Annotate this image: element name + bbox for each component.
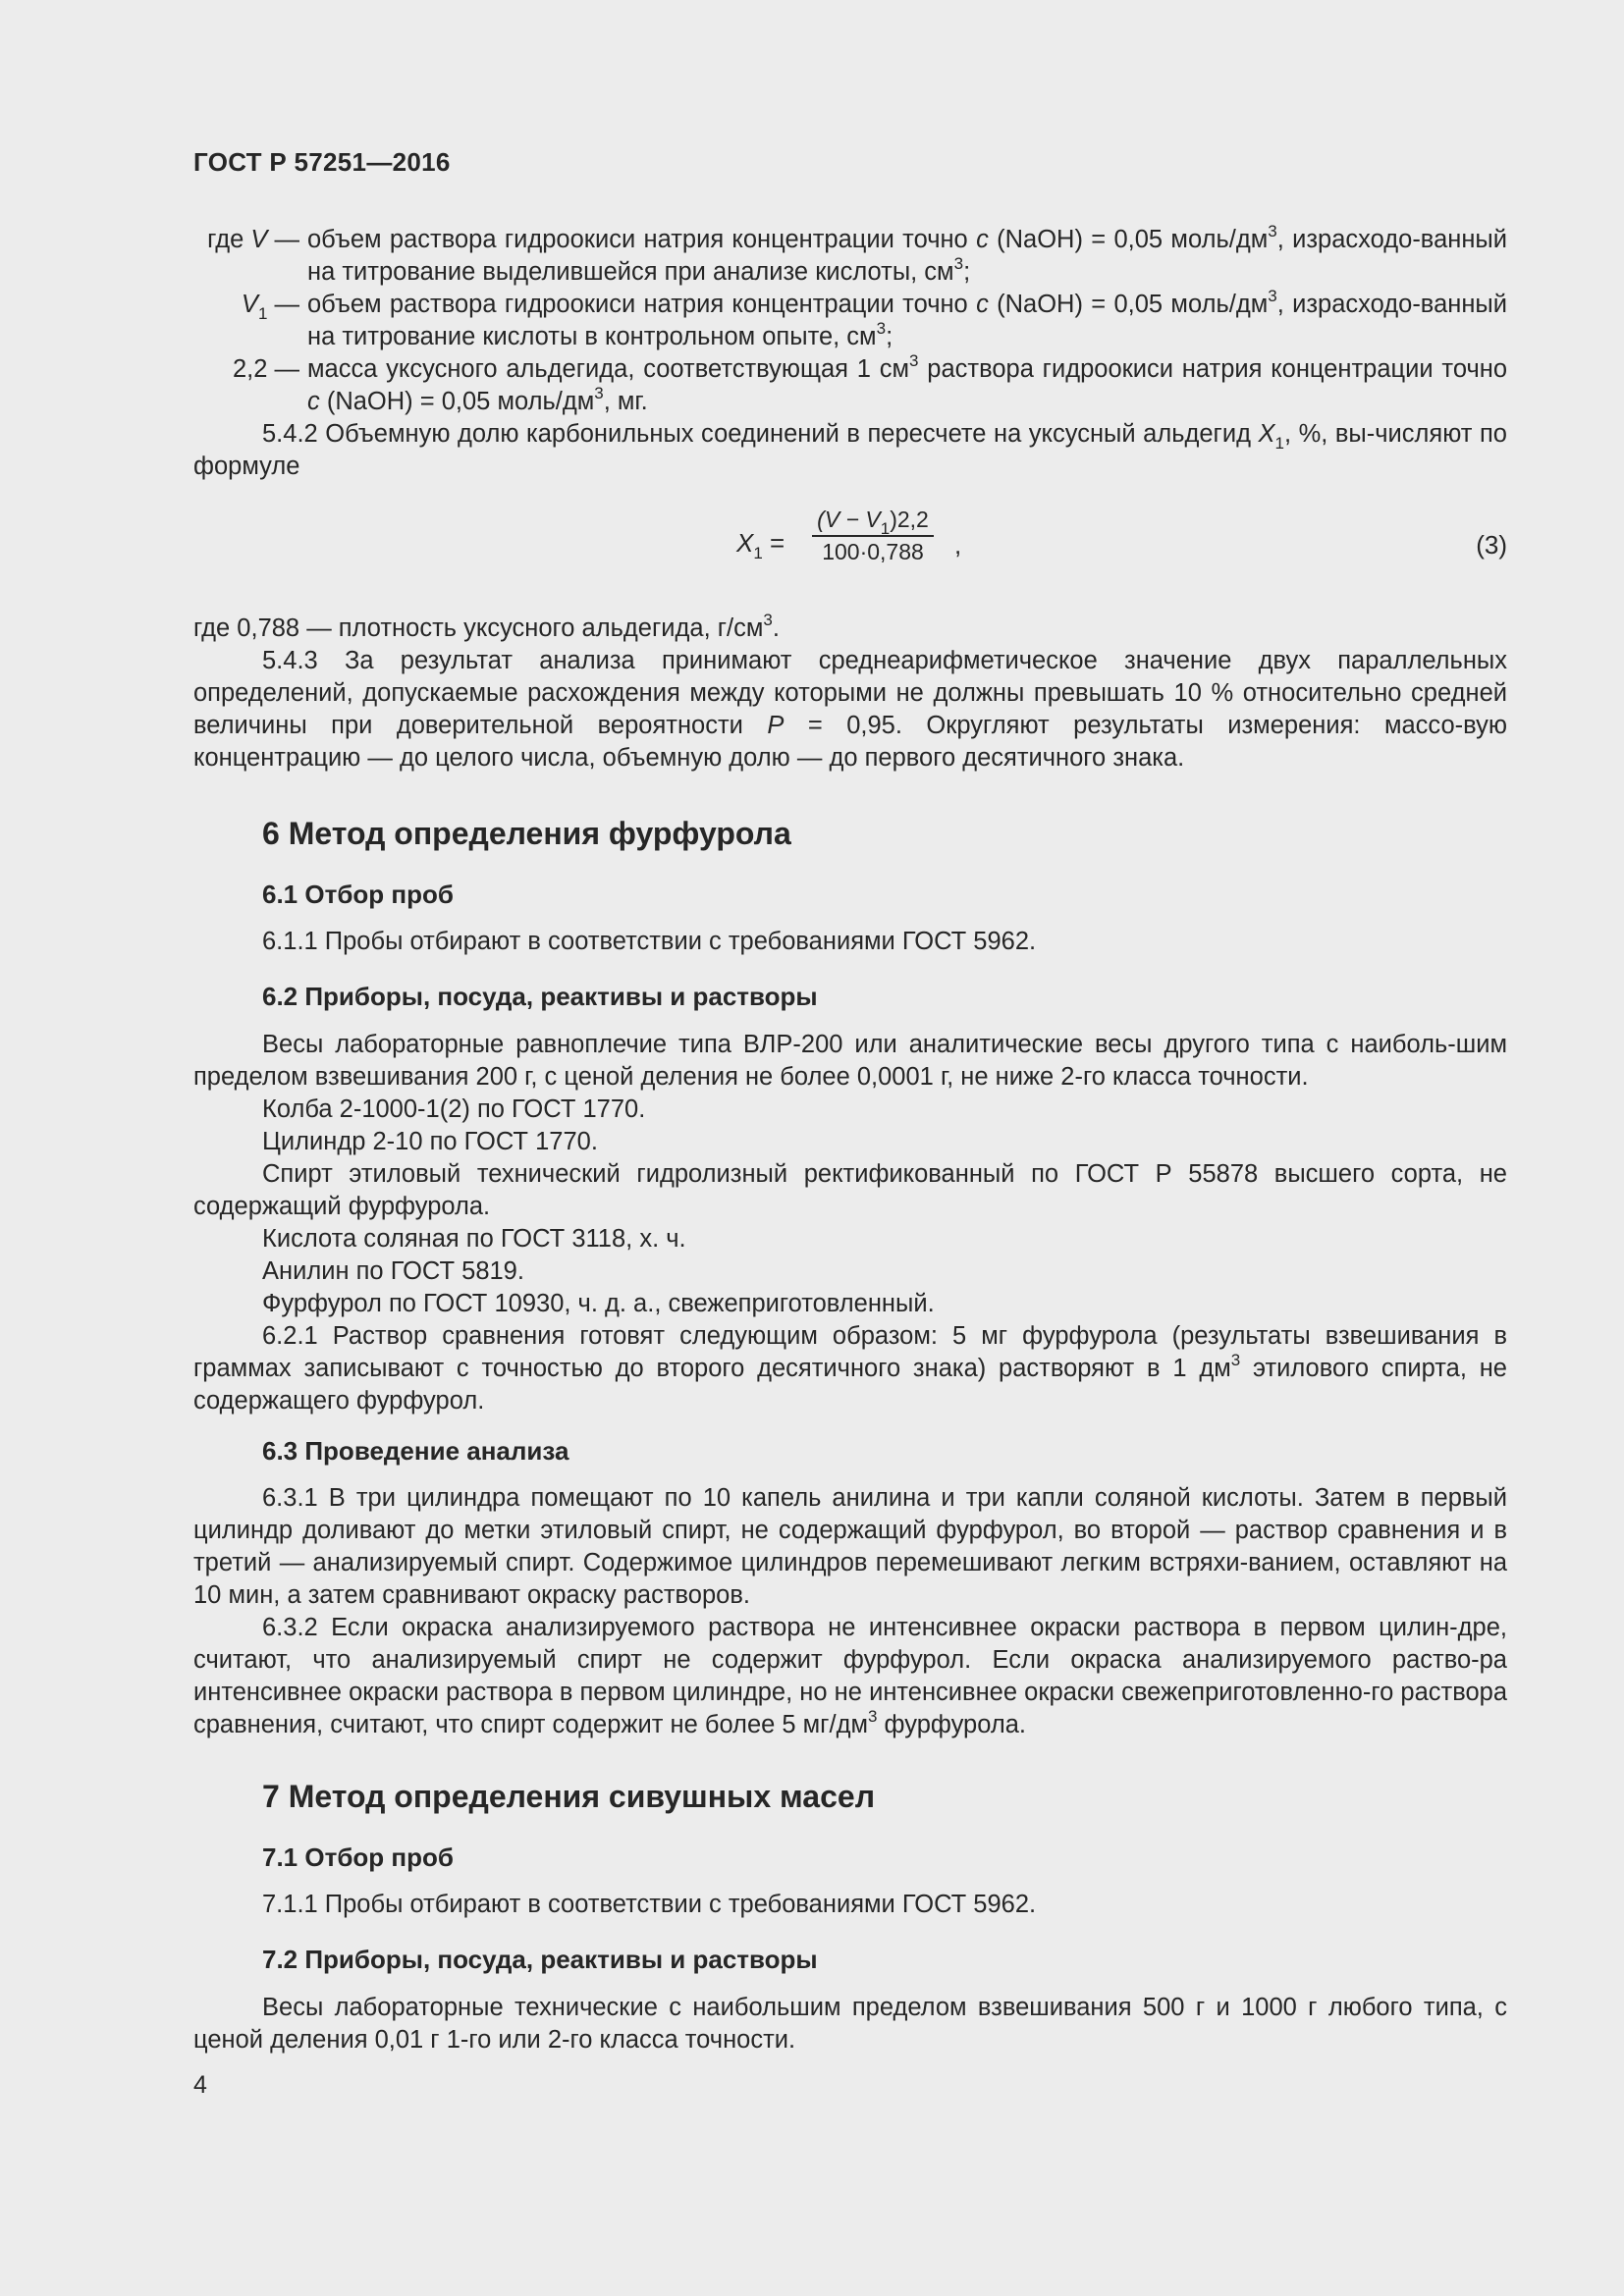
equipment-item: Кислота соляная по ГОСТ 3118, х. ч. xyxy=(262,1225,686,1253)
section-6-2-title: 6.2 Приборы, посуда, реактивы и растворы xyxy=(262,982,818,1011)
paragraph-5-4-2: 5.4.2 Объемную долю карбонильных соединений в пересчете на уксусный альдегид $X_1$, %, вы-числяют по формуле xyxy=(193,420,1507,480)
paragraph-6-2-1: 6.2.1 Раствор сравнения готовят следующим образом: 5 мг фурфурола (результаты взвешивания в граммах записывают с точностью до второго десятичного знака) растворяют в 1 $дм^3$ этилового спирта, не содержащего фурфурол. xyxy=(193,1322,1507,1415)
paragraph-7-1-1: 7.1.1 Пробы отбирают в соответствии с требованиями ГОСТ 5962. xyxy=(262,1891,1037,1918)
legend-row-v1: $V_1$ — объем раствора гидроокиси натрия концентрации точно с (NaOH) = 0,05 моль/$дм^3$, израсходо-ванный на титрование кислоты в контрольном опыте, $см^3$; xyxy=(241,287,1507,350)
text-block-after-formula xyxy=(193,613,1507,774)
section-7-2-title: 7.2 Приборы, посуда, реактивы и растворы xyxy=(262,1945,818,1974)
equipment-item: Весы лабораторные технические с наибольшим пределом взвешивания 500 г и 1000 г любого типа, с ценой деления 0,01 г 1-го или 2-го класса точности. xyxy=(193,1994,1507,2054)
page-number: 4 xyxy=(193,2071,207,2099)
equipment-list-7-2 xyxy=(193,1992,1507,2056)
legend-row-22: 2,2 — масса уксусного альдегида, соответствующая 1 $см^3$ раствора гидроокиси натрия концентрации точно с (NaOH) = 0,05 моль/$дм^3$, мг. xyxy=(232,351,1507,415)
paragraph-6-3-1: 6.3.1 В три цилиндра помещают по 10 капель анилина и три капли соляной кислоты. Затем в первый цилиндр доливают до метки этиловый спирт, не содержащий фурфурол, во второй — раствор сравнения и в третий — анализируемый спирт. Содержимое цилиндров перемешивают легким встряхи-ванием, оставляют на 10 мин, а затем сравнивают окраску растворов. xyxy=(193,1484,1507,1609)
legend-density: где 0,788 — плотность уксусного альдегида, $г/см^3$. xyxy=(193,611,780,642)
equipment-item: Колба 2-1000-1(2) по ГОСТ 1770. xyxy=(262,1095,646,1123)
equipment-item: Спирт этиловый технический гидролизный ректификованный по ГОСТ Р 55878 высшего сорта, не содержащий фурфурола. xyxy=(193,1160,1507,1220)
formula-number: (3) xyxy=(1476,530,1507,560)
equipment-list-6-2 xyxy=(193,1029,1507,1417)
section-6-title: 6 Метод определения фурфурола xyxy=(262,816,791,851)
formula-comma: , xyxy=(954,530,962,560)
section-6-3-title: 6.3 Проведение анализа xyxy=(262,1436,569,1466)
equipment-item: Весы лабораторные равноплечие типа ВЛР-200 или аналитические весы другого типа с наиболь-шим пределом взвешивания 200 г, с ценой деления не более 0,0001 г, не ниже 2-го класса точности. xyxy=(193,1031,1507,1091)
formula-3 xyxy=(193,499,1507,577)
equipment-item: Анилин по ГОСТ 5819. xyxy=(262,1257,524,1285)
formula-numerator: $(V - V_1)2,2$ xyxy=(812,507,934,537)
equipment-item: Цилиндр 2-10 по ГОСТ 1770. xyxy=(262,1128,598,1155)
formula-fraction xyxy=(812,507,934,565)
legend-block-1 xyxy=(193,224,1507,483)
section-7-title: 7 Метод определения сивушных масел xyxy=(262,1779,876,1814)
analysis-block-6-3 xyxy=(193,1482,1507,1741)
legend-row-v: где V — объем раствора гидроокиси натрия концентрации точно с (NaOH) = 0,05 моль/$дм^3$, израсходо-ванный на титрование выделившейся при анализе кислоты, $см^3$; xyxy=(207,222,1507,286)
formula-lhs: $X_1$ = xyxy=(736,528,785,562)
formula-denominator: 100·0,788 xyxy=(822,539,924,564)
paragraph-6-1-1: 6.1.1 Пробы отбирают в соответствии с требованиями ГОСТ 5962. xyxy=(262,928,1037,955)
section-6-1-title: 6.1 Отбор проб xyxy=(262,880,454,909)
section-7-1-title: 7.1 Отбор проб xyxy=(262,1842,454,1872)
paragraph-5-4-3: 5.4.3 За результат анализа принимают среднеарифметическое значение двух параллельных определений, допускаемые расхождения между которыми не должны превышать 10 % относительно средней величины при доверительной вероятности P = 0,95. Округляют результаты измерения: массо-вую концентрацию — до целого числа, объемную долю — до первого десятичного знака. xyxy=(193,647,1507,772)
equipment-item: Фурфурол по ГОСТ 10930, ч. д. а., свежеприготовленный. xyxy=(262,1290,935,1317)
standard-code-header: ГОСТ Р 57251—2016 xyxy=(193,147,451,177)
paragraph-6-3-2: 6.3.2 Если окраска анализируемого раствора не интенсивнее окраски раствора в первом цилин-дре, считают, что анализируемый спирт не содержит фурфурол. Если окраска анализируемого раство-ра интенсивнее окраски раствора в первом цилиндре, но не интенсивнее окраски свежеприготовленно-го раствора сравнения, считают, что спирт содержит не более 5 $мг/дм^3$ фурфурола. xyxy=(193,1614,1507,1738)
